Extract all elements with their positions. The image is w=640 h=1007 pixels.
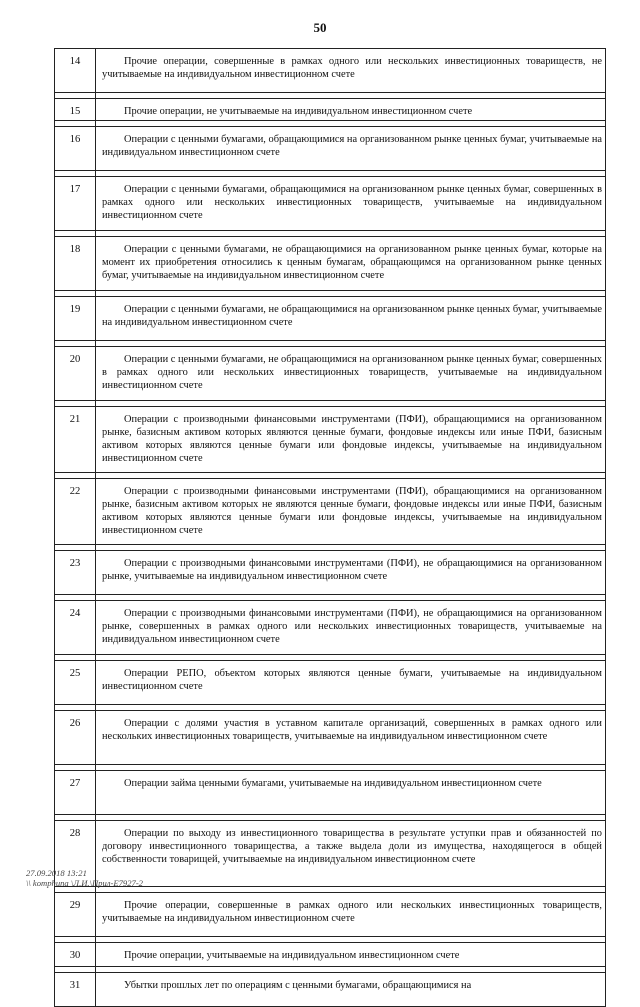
row-number: 29 bbox=[55, 893, 96, 937]
table-row bbox=[55, 347, 606, 401]
row-description bbox=[96, 711, 606, 765]
row-description-text: Прочие операции, совершенные в рамках одного или нескольких инвестиционных товариществ, не учитываемые на индивидуальном инвестиционном счете bbox=[102, 56, 602, 81]
row-number: 25 bbox=[55, 661, 96, 705]
row-description-text: Операции с ценными бумагами, не обращающимися на организованном рынке ценных бумаг, которые на момент их приобретения относились к ценным бумагам, обращающимся на организованном рынке ценных бумаг, учитываемые на индивидуальном инвестиционном счете bbox=[102, 244, 602, 282]
footer-stamp bbox=[26, 868, 143, 888]
table-row bbox=[55, 711, 606, 765]
row-description bbox=[96, 661, 606, 705]
row-description-text: Операции с производными финансовыми инструментами (ПФИ), не обращающимися на организованном рынке, совершенных в рамках одного или нескольких инвестиционных товариществ, учитываемые на индивидуальном инвестиционном счете bbox=[102, 608, 602, 646]
table-row bbox=[55, 407, 606, 473]
row-number: 15 bbox=[55, 99, 96, 121]
operations-table bbox=[54, 48, 606, 1007]
row-description bbox=[96, 551, 606, 595]
row-description bbox=[96, 49, 606, 93]
row-number: 21 bbox=[55, 407, 96, 473]
row-description-text: Операции займа ценными бумагами, учитываемые на индивидуальном инвестиционном счете bbox=[124, 778, 542, 789]
table-row bbox=[55, 943, 606, 967]
row-description-text: Операции РЕПО, объектом которых являются ценные бумаги, учитываемые на индивидуальном инвестиционном счете bbox=[102, 668, 602, 693]
row-number: 22 bbox=[55, 479, 96, 545]
footer-timestamp: 27.09.2018 13:21 bbox=[26, 868, 87, 878]
row-description-text: Операции с производными финансовыми инструментами (ПФИ), обращающимися на организованном рынке, базисным активом которых не являются ценные бумаги, фондовые индексы или иные ПФИ, базисным активом которых являются ценные бумаги или фондовые индексы, учитываемые на индивидуальном инвестиционном счете bbox=[102, 486, 602, 537]
row-description bbox=[96, 99, 606, 121]
table-row bbox=[55, 297, 606, 341]
table-row bbox=[55, 973, 606, 1007]
row-description bbox=[96, 297, 606, 341]
row-description-text: Прочие операции, учитываемые на индивидуальном инвестиционном счете bbox=[124, 950, 460, 961]
row-number: 18 bbox=[55, 237, 96, 291]
table-row bbox=[55, 601, 606, 655]
row-number: 14 bbox=[55, 49, 96, 93]
row-description bbox=[96, 347, 606, 401]
row-description bbox=[96, 237, 606, 291]
row-number: 24 bbox=[55, 601, 96, 655]
table-row bbox=[55, 479, 606, 545]
row-description-text: Операции с долями участия в уставном капитале организаций, совершенных в рамках одного или нескольких инвестиционных товариществ, учитываемые на индивидуальном инвестиционном счете bbox=[102, 718, 602, 743]
table-row bbox=[55, 99, 606, 121]
row-description bbox=[96, 893, 606, 937]
table-row bbox=[55, 177, 606, 231]
row-description-text: Прочие операции, не учитываемые на индивидуальном инвестиционном счете bbox=[124, 106, 473, 117]
row-number: 30 bbox=[55, 943, 96, 967]
row-description bbox=[96, 127, 606, 171]
row-number: 23 bbox=[55, 551, 96, 595]
table-row bbox=[55, 237, 606, 291]
table-row bbox=[55, 771, 606, 815]
row-description-text: Операции с производными финансовыми инструментами (ПФИ), не обращающимися на организованном рынке, учитываемые на индивидуальном инвестиционном счете bbox=[102, 558, 602, 583]
row-description-text: Прочие операции, совершенные в рамках одного или нескольких инвестиционных товариществ, учитываемые на индивидуальном инвестиционном счете bbox=[102, 900, 602, 925]
row-description-text: Операции с ценными бумагами, обращающимися на организованном рынке ценных бумаг, совершенных в рамках одного или нескольких инвестиционных товариществ, учитываемые на индивидуальном инвестиционном счете bbox=[102, 184, 602, 222]
row-number: 31 bbox=[55, 973, 96, 1007]
row-description-text: Операции с ценными бумагами, не обращающимися на организованном рынке ценных бумаг, совершенных в рамках одного или нескольких инвестиционных товариществ, учитываемые на индивидуальном инвестиционном счете bbox=[102, 354, 602, 392]
row-description bbox=[96, 943, 606, 967]
row-number: 27 bbox=[55, 771, 96, 815]
row-description bbox=[96, 973, 606, 1007]
footer-file-path: \\ komphuna \Л.И.\Прил-Е7927-2 bbox=[26, 878, 143, 888]
row-description-text: Операции с ценными бумагами, не обращающимися на организованном рынке ценных бумаг, учитываемые на индивидуальном инвестиционном счете bbox=[102, 304, 602, 329]
row-description-text: Операции с производными финансовыми инструментами (ПФИ), обращающимися на организованном рынке, базисным активом которых являются ценные бумаги, фондовые индексы или иные ПФИ, базисным активом которых являются ценные бумаги или фондовые индексы, учитываемые на индивидуальном инвестиционном счете bbox=[102, 414, 602, 465]
row-description bbox=[96, 177, 606, 231]
row-number: 28 bbox=[55, 821, 96, 887]
row-description-text: Операции по выходу из инвестиционного товарищества в результате уступки прав и обязанностей по договору инвестиционного товарищества, а также выдела доли из имущества, находящегося в общей собственности товарищей, учитываемые на индивидуальном инвестиционном счете bbox=[102, 828, 602, 866]
row-description-text: Убытки прошлых лет по операциям с ценными бумагами, обращающимися на bbox=[124, 980, 472, 991]
table-row bbox=[55, 127, 606, 171]
page-number: 50 bbox=[313, 20, 327, 35]
table-row bbox=[55, 551, 606, 595]
row-description bbox=[96, 771, 606, 815]
row-number: 17 bbox=[55, 177, 96, 231]
row-description bbox=[96, 821, 606, 887]
row-number: 26 bbox=[55, 711, 96, 765]
row-number: 20 bbox=[55, 347, 96, 401]
row-description bbox=[96, 407, 606, 473]
table-body bbox=[55, 49, 606, 1007]
row-description-text: Операции с ценными бумагами, обращающимися на организованном рынке ценных бумаг, учитываемые на индивидуальном инвестиционном счете bbox=[102, 134, 602, 159]
row-number: 19 bbox=[55, 297, 96, 341]
row-number: 16 bbox=[55, 127, 96, 171]
table-row bbox=[55, 661, 606, 705]
row-description bbox=[96, 479, 606, 545]
row-description bbox=[96, 601, 606, 655]
table-row bbox=[55, 49, 606, 93]
table-row bbox=[55, 893, 606, 937]
